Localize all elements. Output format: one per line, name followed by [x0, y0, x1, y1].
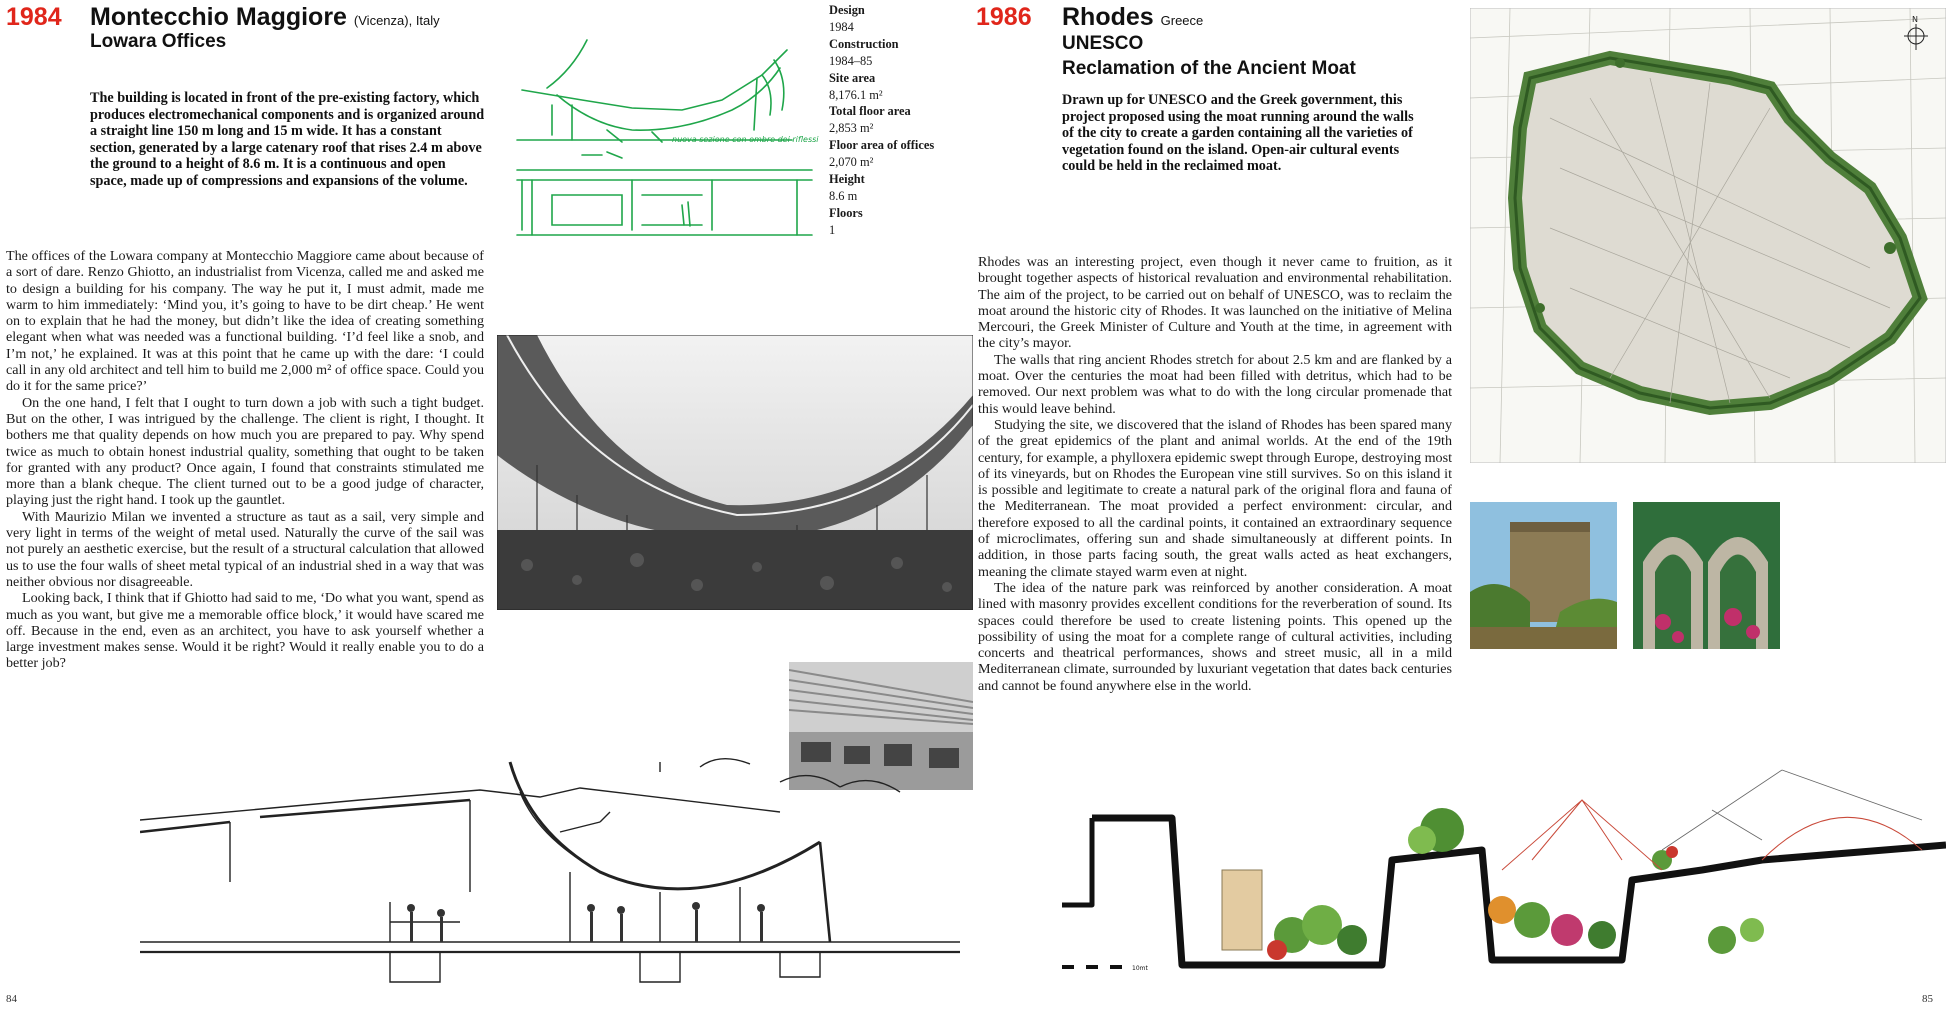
- rhodes-arches-photo: [1633, 502, 1780, 649]
- right-location: Greece: [1160, 13, 1204, 28]
- rhodes-arches-photo-image: [1633, 502, 1780, 649]
- roof-exterior-photo: [497, 335, 973, 610]
- spec-floors-label: Floors: [829, 205, 863, 220]
- left-title-text: Montecchio Maggiore: [90, 3, 347, 31]
- roof-sketch-drawing: [512, 30, 822, 245]
- spec-total-floor-value: 2,853 m²: [829, 121, 874, 136]
- right-paragraph: The walls that ring ancient Rhodes stretch for about 2.5 km and are flanked by a moat. Over the centuries the moat had been filled with detritus, which had to be removed. Our next problem was what to do with the long circular promenade that this would leave behind.: [978, 351, 1452, 417]
- right-body: [978, 254, 1452, 694]
- map-compass-label: N: [1912, 15, 1918, 24]
- spec-floors-value: 1: [829, 222, 836, 237]
- right-page-number: 85: [1922, 993, 1933, 1005]
- right-title: [1062, 3, 1462, 35]
- spec-height-value: 8.6 m: [829, 188, 858, 203]
- rhodes-site-map: [1470, 8, 1946, 463]
- spec-construction-value: 1984–85: [829, 53, 873, 68]
- left-paragraph: The offices of the Lowara company at Montecchio Maggiore came about because of a sort of dare. Renzo Ghiotto, an industrialist from Vicenza, called me and asked me to design a building for his company. The way he put it, I must admit, made me warm to him immediately: ‘Mind you, it’s going to have to be dirt cheap.’ He went on to explain that he had the money, but didn’t like the idea of creating something elegant when what was needed was a functional building. ‘I’d feel like a snob, and I’m not,’ he explained. It was at this point that he came up with the dare: ‘I could call in any old architect and tell him to build me 2,000 m² of office space. Could you do it for the same price?’: [6, 248, 484, 395]
- left-year: 1984: [6, 3, 62, 31]
- roof-sketch: [512, 30, 822, 245]
- spec-design-label: Design: [829, 3, 865, 17]
- right-year: 1986: [976, 3, 1032, 31]
- rhodes-wall-photo: [1470, 502, 1617, 649]
- lowara-section-drawing-image: [140, 752, 960, 997]
- roof-exterior-photo-image: [497, 335, 973, 610]
- right-paragraph: Studying the site, we discovered that the island of Rhodes has been spared many of the great epidemics of the plant and animal worlds. At the end of the 19th century, for example, a phylloxera epidemic swept through Europe, destroying most of its vineyards, but on Rhodes the European vine still survives. So on this island it is possible and legitimate to create a natural park of the original flora and fauna of the Mediterranean. The moat provided a perfect environment: circular, and therefore exposed to all the cardinal points, it contained an extraordinary sequence of microclimates, offering sun and shade simultaneously at different points. In addition, in those parts facing south, the great walls acted as heat exchangers, meaning the climate stayed warm even at night.: [978, 416, 1452, 580]
- right-lead: Drawn up for UNESCO and the Greek government, this project proposed using the moat running around the walls of the city to create a garden containing all the varieties of vegetation found on the island. Open-air cultural events could be held in the reclaimed moat.: [1062, 92, 1414, 175]
- right-title-text: Rhodes: [1062, 3, 1154, 31]
- spec-height-label: Height: [829, 172, 865, 187]
- spec-site-area-value: 8,176.1 m²: [829, 87, 883, 102]
- spec-total-floor-label: Total floor area: [829, 104, 911, 119]
- left-body: [6, 248, 484, 672]
- scale-label: 10mt: [1132, 965, 1148, 972]
- left-page-number: 84: [6, 993, 17, 1005]
- left-subtitle: Lowara Offices: [90, 31, 227, 52]
- spec-offices-value: 2,070 m²: [829, 155, 874, 170]
- left-paragraph: On the one hand, I felt that I ought to turn down a job with such a tight budget. But on the other, I was intrigued by the challenge. The client is right, I thought. It bothers me that quality depends on how much you are prepared to pay. Why spend twice as much to obtain honest industrial quality, something that ought to be taken for granted with any product? Once again, I found that constraints stimulated me more than a blank cheque. The client turned out to be a good judge of character, playing just the right hand. I took up the gauntlet.: [6, 394, 484, 509]
- left-paragraph: Looking back, I think that if Ghiotto had said to me, ‘Do what you want, spend as much as you want, but give me a memorable office block,’ it would have scared me off. Because in the end, even as an architect, you have to ask yourself whether a large investment makes sense. Would it be right? Would it really enable you to do a better job?: [6, 590, 484, 672]
- sketch-note: nuova sezione con ombre dei riflessi: [672, 135, 819, 144]
- spec-design-value: 1984: [829, 19, 854, 34]
- left-paragraph: With Maurizio Milan we invented a structure as taut as a sail, very simple and very light in terms of the weight of metal used. Naturally the curve of the sail was not purely an aesthetic exercise, but the result of a structural calculation that allowed us to use the four walls of sheet metal typical of an industrial shed in a way that was neither obvious nor disagreeable.: [6, 508, 484, 590]
- right-paragraph: Rhodes was an interesting project, even though it never came to fruition, as it brought together aspects of historical revaluation and environmental rehabilitation. The aim of the project, to be carried out on behalf of UNESCO, was to reclaim the moat around the historic city of Rhodes. It was launched on the initiative of Melina Mercouri, the Greek Minister of Culture and Youth at the time, in agreement with the city’s mayor.: [978, 254, 1452, 352]
- left-specs: [829, 2, 959, 239]
- spec-site-area-label: Site area: [829, 70, 876, 85]
- spec-offices-label: Floor area of offices: [829, 138, 935, 153]
- left-location: (Vicenza), Italy: [353, 13, 440, 28]
- left-lead: The building is located in front of the pre-existing factory, which produces electromechanical components and is organized around a straight line 150 m long and 15 m wide. It has a constant section, generated by a large catenary roof that rises 2.4 m above the ground to a height of 8.6 m. It is a continuous and open space, made up of compressions and expansions of the volume.: [90, 90, 485, 189]
- right-paragraph: The idea of the nature park was reinforced by another consideration. A moat lined with masonry provides excellent conditions for the reverberation of sound. Its spaces could therefore be used to create listening points. This opened up the possibility of using the moat for a complete range of cultural activities, including concerts and theatrical performances, shows and street music, all in a mild Mediterranean climate, surrounded by luxuriant vegetation that dates back centuries and cannot be found anywhere else in the world.: [978, 579, 1452, 694]
- rhodes-wall-photo-image: [1470, 502, 1617, 649]
- spec-construction-label: Construction: [829, 36, 899, 51]
- right-subtitle-unesco: UNESCO: [1062, 33, 1144, 54]
- lowara-section-drawing: [140, 752, 960, 997]
- rhodes-site-map-image: [1470, 8, 1946, 463]
- right-subtitle-moat: Reclamation of the Ancient Moat: [1062, 58, 1356, 79]
- moat-section-drawing: [1062, 760, 1946, 985]
- moat-section-drawing-image: [1062, 760, 1946, 985]
